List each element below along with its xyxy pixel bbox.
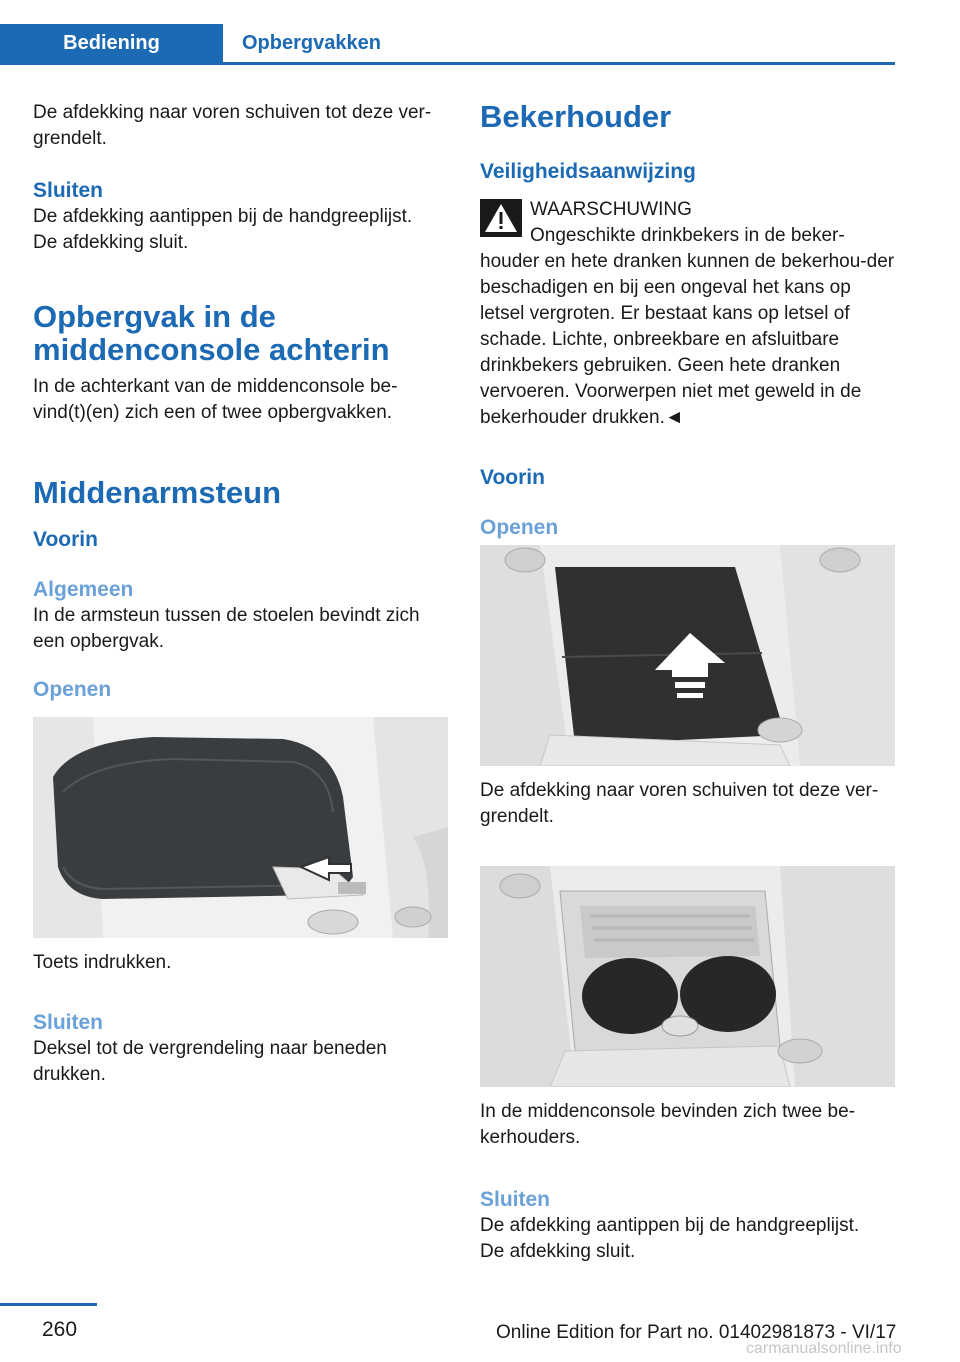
warning-text: houder en hete dranken kunnen de bekerhou-der beschadigen en bij een ongeval het kans op letsel vergroten. Er bestaat kans op letsel of schade. Lichte, onbreekbare en afsluitbare drinkbekers gebruiken. Geen hete dranken vervoeren. Voorwerpen niet met geweld in de bekerhouder drukken.◄ (480, 251, 895, 428)
heading-sluiten: Sluiten (33, 179, 104, 202)
footer-rule (0, 1303, 97, 1306)
paragraph: De afdekking sluit. (480, 1241, 636, 1262)
heading-bekerhouder: Bekerhouder (480, 99, 672, 134)
tab-opbergvakken[interactable]: Opbergvakken (242, 31, 381, 54)
heading-openen: Openen (480, 516, 559, 539)
figure-caption: Toets indrukken. (33, 952, 172, 973)
heading-opbergvak-line2: middenconsole achterin (33, 332, 390, 367)
armrest-illustration (33, 717, 448, 938)
heading-veiligheidsaanwijzing: Veiligheidsaanwijzing (480, 160, 696, 183)
warning-title: WAARSCHUWING (530, 199, 692, 220)
warning-block (480, 197, 895, 431)
heading-opbergvak-line1: Opbergvak in de (33, 299, 276, 334)
chapter-tabbar (0, 24, 895, 65)
tab-bediening[interactable]: Bediening (0, 24, 223, 62)
figure-caption: In de middenconsole bevinden zich twee be-kerhouders. (480, 1101, 855, 1148)
watermark: carmanualsonline.info (746, 1340, 902, 1357)
heading-voorin: Voorin (480, 466, 545, 489)
paragraph: In de achterkant van de middenconsole be-vind(t)(en) zich een of twee opbergvakken. (33, 376, 398, 423)
heading-algemeen: Algemeen (33, 578, 134, 601)
page-number: 260 (42, 1318, 78, 1341)
paragraph: De afdekking aantippen bij de handgreeplijst. (33, 206, 413, 227)
right-column (480, 100, 895, 1265)
edition-note: Online Edition for Part no. 01402981873 - VI/17 (496, 1322, 897, 1343)
figure-caption: De afdekking naar voren schuiven tot deze ver-grendelt. (480, 780, 879, 827)
paragraph: De afdekking sluit. (33, 232, 189, 253)
left-column (33, 100, 448, 1088)
heading-voorin: Voorin (33, 528, 98, 551)
cupholders-illustration (480, 866, 895, 1087)
paragraph: De afdekking aantippen bij de handgreeplijst. (480, 1215, 860, 1236)
heading-sluiten: Sluiten (33, 1011, 104, 1034)
warning-first-line: Ongeschikte drinkbekers in de beker- (530, 225, 845, 246)
heading-sluiten: Sluiten (480, 1188, 551, 1211)
paragraph: In de armsteun tussen de stoelen bevindt zich een opbergvak. (33, 605, 420, 652)
heading-middenarmsteun: Middenarmsteun (33, 475, 282, 510)
warning-triangle-icon (480, 199, 522, 237)
heading-openen: Openen (33, 678, 112, 701)
paragraph: De afdekking naar voren schuiven tot deze ver-grendelt. (33, 102, 432, 149)
paragraph: Deksel tot de vergrendeling naar beneden drukken. (33, 1038, 387, 1085)
cupholder-cover-illustration (480, 545, 895, 766)
